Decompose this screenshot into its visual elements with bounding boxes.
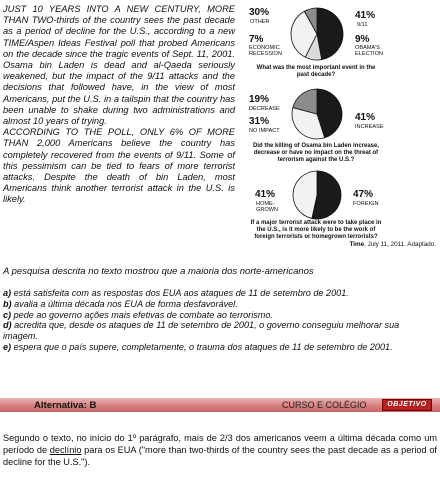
underlined-word: declínio	[49, 445, 82, 456]
question-most-important-event: What was the most important event in the past decade?	[256, 65, 376, 78]
pct-obamas-election: 9%	[355, 34, 370, 45]
option-d: d) acredita que, desde os ataques de 11 de setembro de 2001, o governo conseguiu melhorar sua imagem.	[3, 320, 400, 342]
label-911: 9/11	[357, 22, 368, 28]
option-a: a) está satisfeita com as respostas dos EUA aos ataques de 11 de setembro de 2001.	[3, 288, 349, 298]
option-e: e) espera que o país supere, completamente, o trauma dos ataques de 11 de setembro de 2001.	[3, 341, 393, 352]
label-economic-recession: ECONOMIC RECESSION	[249, 45, 282, 57]
pct-foreign: 47%	[353, 189, 374, 200]
article-text	[3, 4, 235, 206]
label-increase: INCREASE	[355, 124, 384, 130]
label-no-impact: NO IMPACT	[249, 128, 280, 134]
credit-date: , July 11, 2011. Adaptado.	[364, 241, 436, 248]
pct-economic-recession: 7%	[249, 34, 264, 45]
pct-911: 41%	[355, 10, 376, 21]
answer-options	[3, 288, 413, 353]
pie-slice-9-11	[317, 8, 343, 60]
question-stem: A pesquisa descrita no texto mostrou que a maioria dos norte-americanos	[3, 266, 314, 277]
pct-home-grown: 41%	[255, 189, 276, 200]
pct-other: 30%	[249, 7, 270, 18]
pie-slice-home-grown	[293, 171, 317, 218]
credit-source: Time	[349, 241, 365, 248]
brand-text: CURSO E COLÉGIO	[282, 400, 367, 410]
question-terrorism-origin: If a major terrorist attack were to take place in the U.S., is it more likely to be the work of foreign terrorists or homegrown terrorists?	[250, 220, 382, 240]
pct-decrease: 19%	[249, 94, 270, 105]
option-b: b) avalia a última década nos EUA de forma desfavorável.	[3, 298, 238, 309]
label-decrease: DECREASE	[249, 106, 280, 112]
option-c: c) pede ao governo ações mais efetivas de combate ao terrorismo.	[3, 309, 273, 320]
objetivo-logo: OBJETIVO	[382, 399, 432, 411]
poll-panel-most-important-event	[243, 4, 388, 84]
pct-increase: 41%	[355, 112, 376, 123]
question-bin-laden-killing: Did the killing of Osama bin Laden increase, decrease or have no impact on the threat of terrorism against the U.S.?	[252, 143, 380, 163]
poll-figure	[243, 4, 437, 240]
explanation-text: Segundo o texto, no início do 1º parágrafo, mais de 2/3 dos americanos veem a última década como um período de declínio para os EUA ("more than two-thirds of the country sees the past decade as a period of decline for the U.S.").	[3, 433, 437, 468]
article-paragraph-2: ACCORDING TO THE POLL, ONLY 6% OF MORE THAN 2,000 Americans believe the country has completely recovered from the events of 9/11. Some of this pessimism can be tied to fears of more terrorist attacks. Despite the death of bin Laden, most Americans think another terrorist attack in the U.S. is likely.	[3, 127, 235, 205]
figure-credit	[350, 241, 436, 248]
answer-label: Alternativa: B	[34, 399, 97, 411]
article-paragraph-1: JUST 10 YEARS INTO A NEW CENTURY, MORE THAN TWO-thirds of the country sees the past decade as a period of decline for the U.S., according to a new TIME/Aspen Ideas Festival poll that probed Americans on the decade since the tragic events of Sept. 11, 2001. Osama bin Laden is dead and al-Qaeda seriously weakened, but the impact of the 9/11 attacks and the decisions that followed have, in the view of most Americans, put the U.S. in a tailspin that the country has been unable to shake during two administrations and almost 10 years of trying.	[3, 4, 235, 127]
poll-panel-bin-laden-killing	[243, 86, 388, 164]
label-foreign: FOREIGN	[353, 201, 379, 207]
label-other: OTHER	[250, 19, 270, 25]
pct-no-impact: 31%	[249, 116, 270, 127]
poll-panel-terrorism-origin	[243, 168, 388, 240]
answer-bar	[0, 398, 440, 412]
label-obamas-election: OBAMA'S ELECTION	[355, 45, 383, 57]
label-home-grown: HOME-GROWN	[256, 201, 279, 213]
